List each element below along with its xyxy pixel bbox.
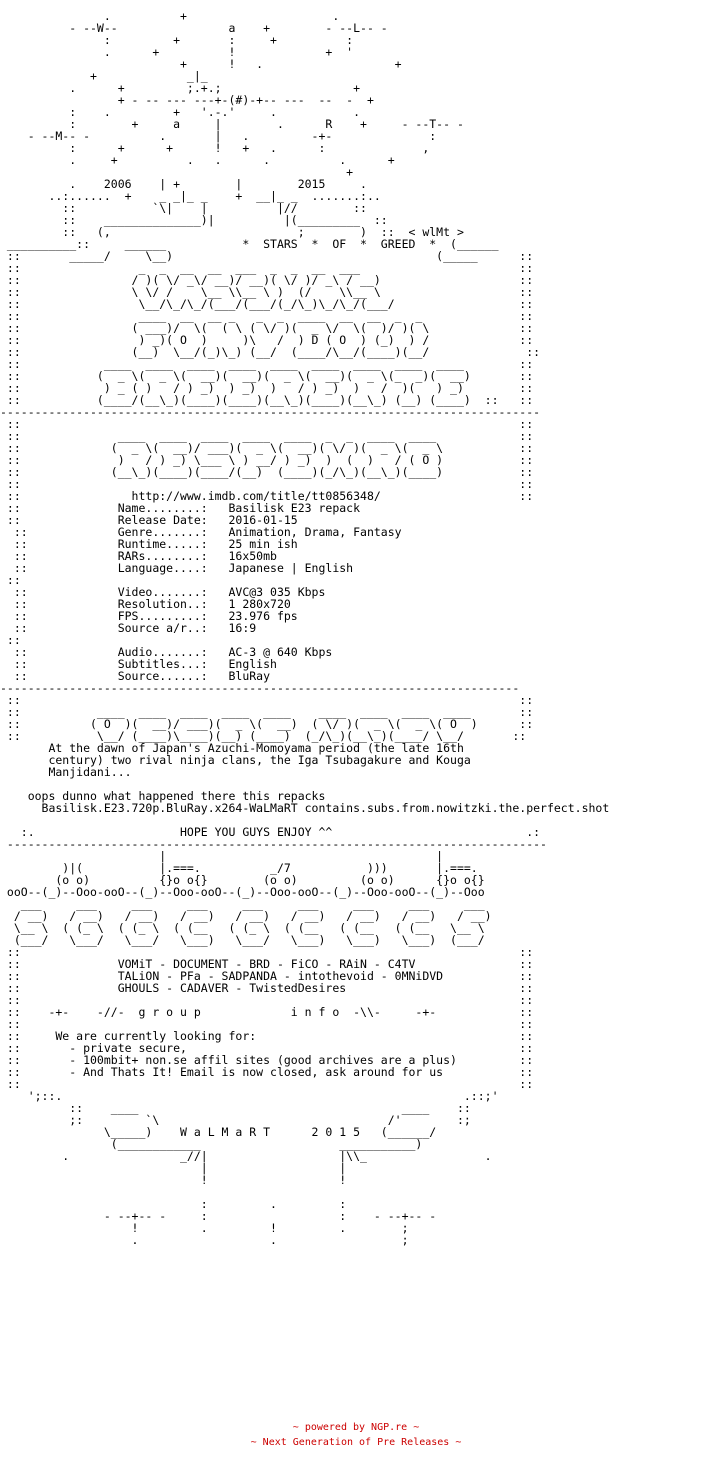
powered-by-line: ~ powered by NGP.re ~ (292, 1422, 420, 1433)
ngp-tagline: ~ Next Generation of Pre Releases ~ (250, 1437, 462, 1448)
nfo-ascii-text: . + . - --W-- a + - --L-- - : + : + : . + ! + ' + ! . + + _|_ . + ;.+.; + + - -- --- ---+-(#)-+-- --- -- - + : . + '.-.' . . : + a | . R + - --T-- - - --M-- - . | . -+- : : + + ! + . : , . + . . . . + + . 2006 | + | 2015 . ..:...... + _ _|_ _ + __|_ _ .......:.. :: `\| | |// :: :: ______________)| |(_________ :: :: (, ; ) :: < wlMt > __________:: ______ * STARS * OF * GREED * (______ :: _____/ \__) (_____ :: :: _ _ __ __ ___ _ _ __ ___ :: :: / )( \/ _\/ __)/ __)( \/ )/ _\ / __) :: :: \ \/ / \__ \\__ \ ) (/ \\__ \ :: :: \__/\_/\_/(___/(___/(_/\_)\_/\_/(___/ :: :: ____ __ __ _ _ _ ____ __ __ _ _ :: :: ( ___)/ \( ( \ ( \/ )( _ \/ \( )/ )( \ :: :: ) _)( O ) )\ / ) D ( O ) (_) ) / :: :: (__) \__/(_)\_) (__/ (____/\__/(____)(__/ :: :: ____ ____ ____ ____ ____ ____ ____ ____ ____ :: :: ( _ \( _ \( __)( __)( _ \( __)( _ \(_ _)( __) :: :: ) _ ( ) / ) _) ) _) ) / ) _) ) / )( ) _) :: :: (____/(__\_)(____)(____)(__\_)(____)(__\_) (__) (____) :: :: ------------------------------------------------------------------------------ :: :: :: ____ ____ ____ ____ ____ _ _ ____ ____ :: :: ( _ \( __)/ ___)( _ \( __)( \/ )( _ \( _ \ :: :: ) / ) _) \___ \ ) __/ ) _) ) ( ) / ( O ) :: :: (__\_)(____)(____/(__) (____)(_/\_)(__\_)(____) :: :: :: :: http://www.imdb.com/title/tt0856348/ :: :: Name........: Basilisk E23 repack :: Release Date: 2016-01-15 :: Genre.......: Animation, Drama, Fantasy :: Runtime.....: 25 min ish :: RARs........: 16x50mb :: Language....: Japanese | English :: :: Video.......: AVC@3 035 Kbps :: Resolution..: 1 280x720 :: FPS.........: 23.976 fps :: Source a/r..: 16:9 :: :: Audio.......: AC-3 @ 640 Kbps :: Subtitles...: English :: Source......: BluRay --------------------------------------------------------------------------- :: :: :: ____ ____ ____ ____ ____ ____ ____ ____ ____ :: :: ( O )( __)/ ___)( _ \( __) ( \/ )( _ \( _ \( O ) :: :: \__/ (____)\____)(__) (____) (_/\_)(__\_)(____/ \__/ :: At the dawn of Japan's Azuchi-Momoyama period (the late 16th century) two rival ninja clans, the Iga Tsubagakure and Kouga Manjidani... oops dunno what happened there this repacks Basilisk.E23.720p.BluRay.x264-WaLMaRT contains.subs.from.nowitzki.the.perfect.shot :. HOPE YOU GUYS ENJOY ^^ .: ------------------------------------------------------------------------------ | | )|( |.===. _/7 ))) |.===. (o o) {}o o{} (o o) (o o) {}o o{} ooO--(_)--Ooo-ooO--(_)--Ooo-ooO--(_)--Ooo-ooO--(_)--Ooo-ooO--(_)--Ooo ___ ___ ___ ___ ___ ___ ___ ___ ___ / __) / __) / __) / __) / __) / __) / __) / __) / __) \__ \ ( (_ \ ( (_ \ ( (__ ( (_ \ ( (__ ( (__ ( (__ \__ \ (___/ \___/ \___/ \___) \___/ \___) \___) \___) (___/ :: :: :: VOMiT - DOCUMENT - BRD - FiCO - RAiN - C4TV :: :: TALiON - PFa - SADPANDA - intothevoid - 0MNiDVD :: :: GHOULS - CADAVER - TwistedDesires :: :: :: :: -+- -//- g r o u p i n f o -\\- -+- :: :: :: :: We are currently looking for: :: :: - private secure, :: :: - 100mbit+ non.se affil sites (good archives are a plus) :: :: - And Thats It! Email is now closed, ask around for us :: :: :: ';::. .::;' :: ____ ____ :: ;: `\ /' :; \_____) W a L M a R T 2 0 1 5 (______/ (____________ ___________) . _//| |\\_ . | | ! ! : . : - --+-- - : : - --+-- - ! . ! . ; . . ; (0, 9, 610, 1247)
powered-by-footer (0, 1420, 712, 1450)
